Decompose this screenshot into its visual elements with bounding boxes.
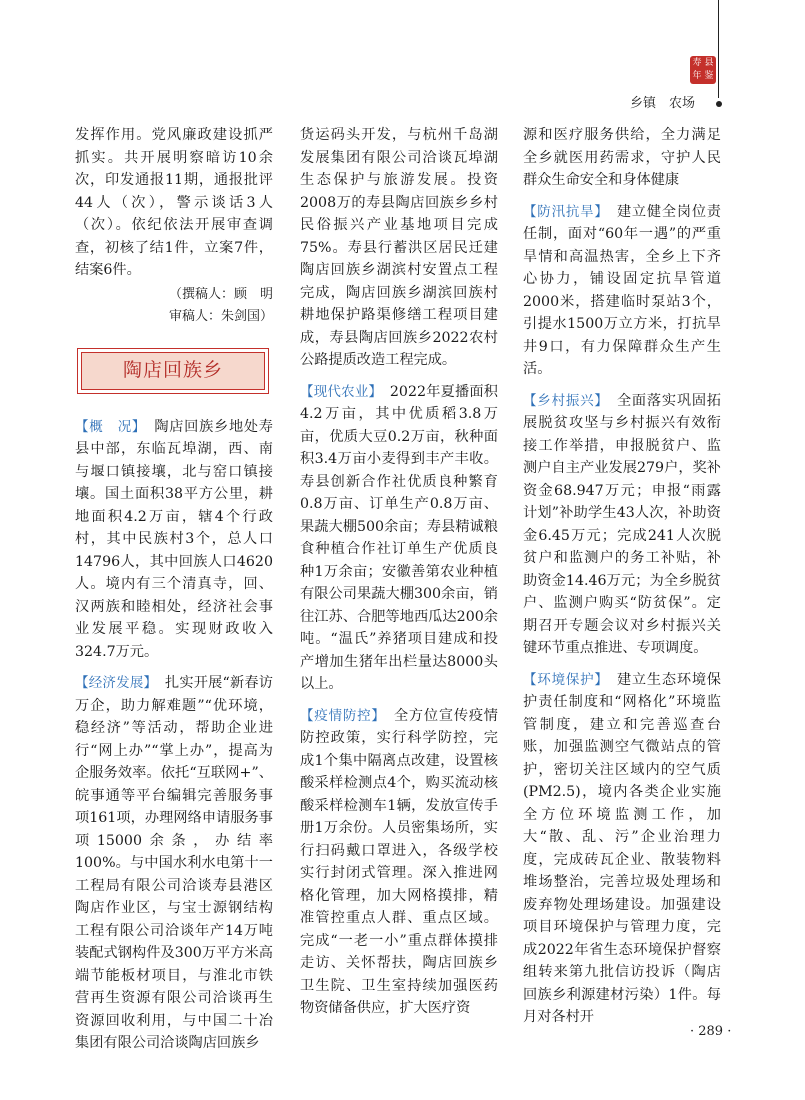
paragraph-flood: 【防汛抗旱】 建立健全岗位责任制，面对“60年一遇”的严重旱情和高温热害，全乡上下齐心协力，铺设固定抗旱管道2000米，搭建临时泵站3个，引提水1500万立方米，打抗旱井9口，有力保障群众生产生活。 [523,203,721,377]
section-tag: 【疫情防控】 [300,707,379,724]
town-title: 陶店回族乡 [81,352,265,390]
paragraph: 货运码头开发，与杭州千岛湖发展集团有限公司洽谈瓦埠湖生态保护与旅游发展。投资2008万的寿县陶店回族乡乡村民俗振兴产业基地项目完成75%。寿县行蓄洪区居民迁建陶店回族乡湖滨村安置点工程完成，陶店回族乡湖滨回族村耕地保护路渠修缮工程项目建成，寿县陶店回族乡2022农村公路提质改造工程完成。 [300,127,498,368]
section-tag: 【乡村振兴】 [523,392,602,409]
author-credits: （撰稿人：顾 明 审稿人：朱剑国） [168,286,273,324]
section-tag: 【防汛抗旱】 [523,203,602,220]
paragraph-overview: 【概 况】 陶店回族乡地处寿县中部，东临瓦埠湖，西、南与堰口镇接壤，北与窑口镇接壤。国土面积38平方公里，耕地面积4.2万亩，辖4个行政村，其中民族村3个，总人口14796人，其中回族人口4620人。境内有三个清真寺，回、汉两族和睦相处，经济社会事业发展平稳。实现财政收入324.7万元。 [75,418,273,660]
paragraph-epidemic: 【疫情防控】 全方位宣传疫情防控政策，实行科学防控，完成1个集中隔离点改建，设置核酸采样检测点4个，购买流动核酸采样检测车1辆，发放宣传手册1万余份。人员密集场所，实行扫码戴口罩进入，各级学校实行封闭式管理。深入推进网格化管理，加大网格摸排，精准管控重点人群、重点区域。完成“一老一小”重点群体摸排走访、关怀帮扶，陶店回族乡卫生院、卫生室持续加强医药物资储备供应，扩大医疗资 [300,707,498,1016]
section-tag: 【现代农业】 [300,383,376,400]
header-rule [718,0,719,98]
town-title-banner [77,348,269,394]
paragraph-revitalization: 【乡村振兴】 全面落实巩固拓展脱贫攻坚与乡村振兴有效衔接工作举措，申报脱贫户、监测户自主产业发展279户，奖补资金68.947万元；申报“雨露计划”补助学生43人次，补助资金6.45万元；完成241人次脱贫户和监测户的务工补贴，补助资金14.46万元；为全乡脱贫户、监测户购买“防贫保”。定期召开专题会议对乡村振兴关键环节重点推进、专项调度。 [523,392,721,656]
header-dot [716,101,722,107]
paragraph-environment: 【环境保护】 建立生态环境保护责任制度和“网格化”环境监管制度，建立和完善巡查台账，加强监测空气微站点的管护，密切关注区域内的空气质(PM2.5)，境内各类企业实施全方位环境监测工作，加大“散、乱、污”企业治理力度，完成砖瓦企业、散装物料堆场整治，完善垃圾处理场和废弃物处理场建设。加强建设项目环境保护与管理力度，完成2022年省生态环境保护督察组转来第九批信访投诉（陶店回族乡利源建材污染）1件。每月对各村开 [523,671,721,1025]
text-column-2 [300,124,498,1020]
text-column-1 [75,124,273,1055]
paragraph-economy: 【经济发展】 扎实开展“新春访万企，助力解难题”“优环境，稳经济”等活动，帮助企业进行“网上办”“掌上办”，提高为企服务效率。依托“互联网+”、皖事通等平台编辑完善服务事项161项，办理网络申请服务事项15000余条，办结率100%。与中国水利水电第十一工程局有限公司洽谈寿县港区陶店作业区，与宝士源钢结构工程有限公司洽谈年产14万吨装配式钢构件及300万平方米高端节能板材项目，与淮北市铁营再生资源有限公司洽谈再生资源回收利用，与中国二十冶集团有限公司洽谈陶店回族乡 [75,675,273,1051]
page-number: · 289 · [690,1024,732,1039]
text-column-3 [523,124,721,1029]
section-tag: 【概 况】 [75,418,140,435]
section-tag: 【经济发展】 [75,675,151,691]
paragraph-agriculture: 【现代农业】 2022年夏播面积4.2万亩，其中优质稻3.8万亩，优质大豆0.2万亩，秋种面积3.4万亩小麦得到丰产丰收。寿县创新合作社优质良种繁育0.8万亩、订单生产0.8万亩、果蔬大棚500余亩；寿县精诚粮食种植合作社订单生产优质良种1万余亩；安徽善第农业种植有限公司果蔬大棚300余亩，销往江苏、合肥等地西瓜达200余吨。“温氏”养猪项目建成和投产增加生猪年出栏量达8000头以上。 [300,383,498,692]
yearbook-seal-logo: 寿 县 年 鉴 [690,56,716,84]
paragraph: 源和医疗服务供给，全力满足全乡就医用药需求，守护人民群众生命安全和身体健康 [523,127,721,188]
running-section-header: 乡镇 农场 [630,96,696,111]
section-tag: 【环境保护】 [523,671,602,688]
paragraph: 发挥作用。党风廉政建设抓严抓实。共开展明察暗访10余次，印发通报11期，通报批评44人（次），警示谈话3人（次）。依纪依法开展审查调查，初核了结1件，立案7件，结案6件。 [75,127,273,278]
